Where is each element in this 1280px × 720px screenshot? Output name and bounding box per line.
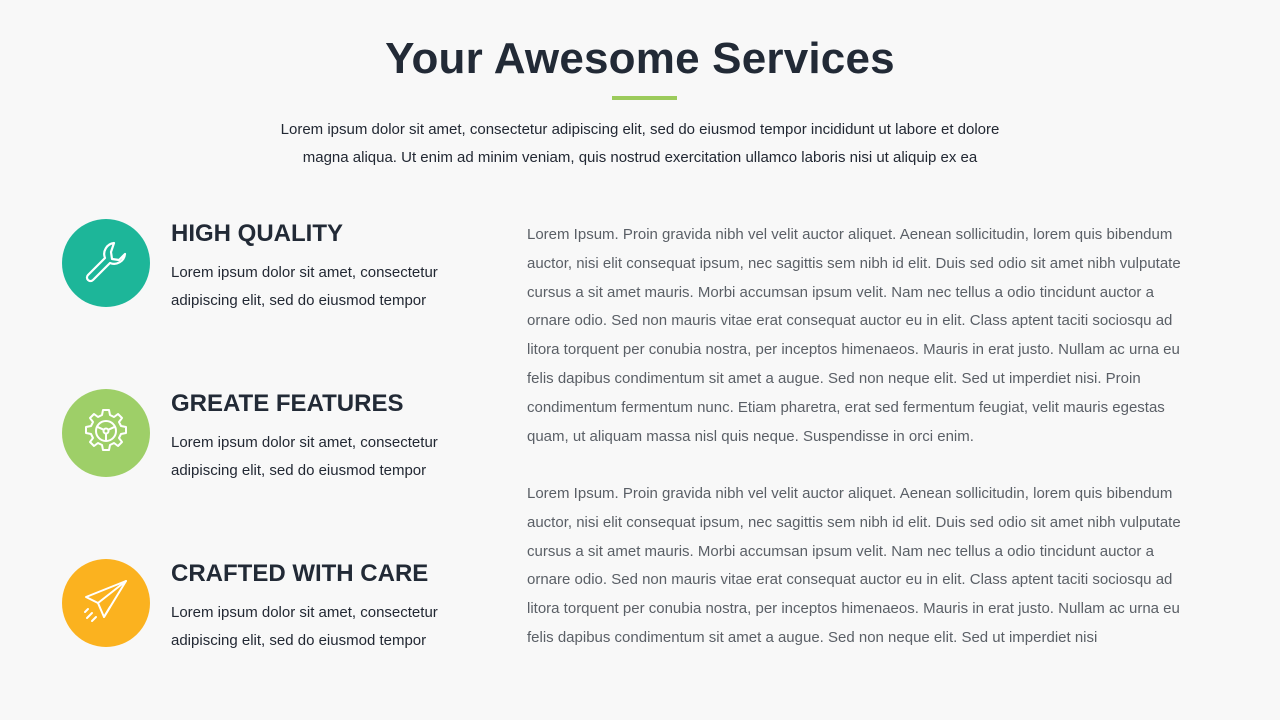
service-high-quality [62,219,482,319]
service-crafted-with-care [62,559,482,659]
service-desc-line-2: adipiscing elit, sed do eiusmod tempor [171,462,427,479]
service-icon-circle [62,389,150,477]
paper-plane-icon [80,575,132,632]
service-desc-line-2: adipiscing elit, sed do eiusmod tempor [171,632,427,649]
paragraph-line: felis dapibus condimentum sit amet a augue. Sed non neque elit. Sed ut imperdiet nisi. Proin [527,369,1141,387]
service-description [171,429,471,485]
title-underline [612,96,677,100]
paragraph-line: ornare odio. Sed non mauris vitae erat consequat auctor eu in elit. Class aptent taciti sociosqu ad [527,571,1173,589]
service-title: GREATE FEATURES [171,390,404,417]
paragraph-line: condimentum fermentum nunc. Etiam pharetra, erat sed fermentum feugiat, velit mauris egestas [527,398,1165,416]
subtitle-line-2: magna aliqua. Ut enim ad minim veniam, quis nostrud exercitation ullamco laboris nisi ut aliquip ex ea [302,149,978,166]
paragraph-line: Lorem Ipsum. Proin gravida nibh vel velit auctor aliquet. Aenean sollicitudin, lorem quis bibendum [527,226,1173,243]
gear-icon [80,405,132,462]
body-paragraph-1 [527,221,1227,451]
service-description [171,599,471,655]
paragraph-line: cursus a sit amet mauris. Morbi accumsan ipsum velit. Nam nec tellus a odio tincidunt auctor a [527,542,1154,560]
paragraph-line: litora torquent per conubia nostra, per inceptos himenaeos. Mauris in erat justo. Nullam ac urna eu [527,341,1180,359]
paragraph-line: ornare odio. Sed non mauris vitae erat consequat auctor eu in elit. Class aptent taciti sociosqu ad [527,312,1173,330]
service-greate-features [62,389,482,489]
service-description [171,259,471,315]
paragraph-line: cursus a sit amet mauris. Morbi accumsan ipsum velit. Nam nec tellus a odio tincidunt auctor a [527,283,1154,301]
paragraph-line: felis dapibus condimentum sit amet a augue. Sed non neque elit. Sed ut imperdiet nisi [527,628,1098,646]
body-paragraph-2 [527,480,1227,653]
paragraph-line: auctor, nisi elit consequat ipsum, nec sagittis sem nibh id elit. Duis sed odio sit amet nibh vulputate [527,254,1181,272]
page-subtitle [240,116,1040,172]
service-icon-circle [62,219,150,307]
service-desc-line-1: Lorem ipsum dolor sit amet, consectetur [171,604,438,621]
paragraph-line: Lorem Ipsum. Proin gravida nibh vel velit auctor aliquet. Aenean sollicitudin, lorem quis bibendum [527,485,1173,502]
paragraph-line: auctor, nisi elit consequat ipsum, nec sagittis sem nibh id elit. Duis sed odio sit amet nibh vulputate [527,513,1181,531]
service-desc-line-1: Lorem ipsum dolor sit amet, consectetur [171,264,438,281]
service-title: CRAFTED WITH CARE [171,560,429,587]
paragraph-line: litora torquent per conubia nostra, per inceptos himenaeos. Mauris in erat justo. Nullam ac urna eu [527,600,1180,618]
paragraph-line: quam, ut aliquam massa nisl quis neque. Suspendisse in orci enim. [527,427,974,445]
service-title: HIGH QUALITY [171,220,343,247]
service-desc-line-2: adipiscing elit, sed do eiusmod tempor [171,292,427,309]
service-icon-circle [62,559,150,647]
wrench-icon [80,235,132,292]
page-title: Your Awesome Services [385,34,895,83]
subtitle-line-1: Lorem ipsum dolor sit amet, consectetur adipiscing elit, sed do eiusmod tempor incididunt ut labore et dolore [280,121,1000,138]
service-desc-line-1: Lorem ipsum dolor sit amet, consectetur [171,434,438,451]
